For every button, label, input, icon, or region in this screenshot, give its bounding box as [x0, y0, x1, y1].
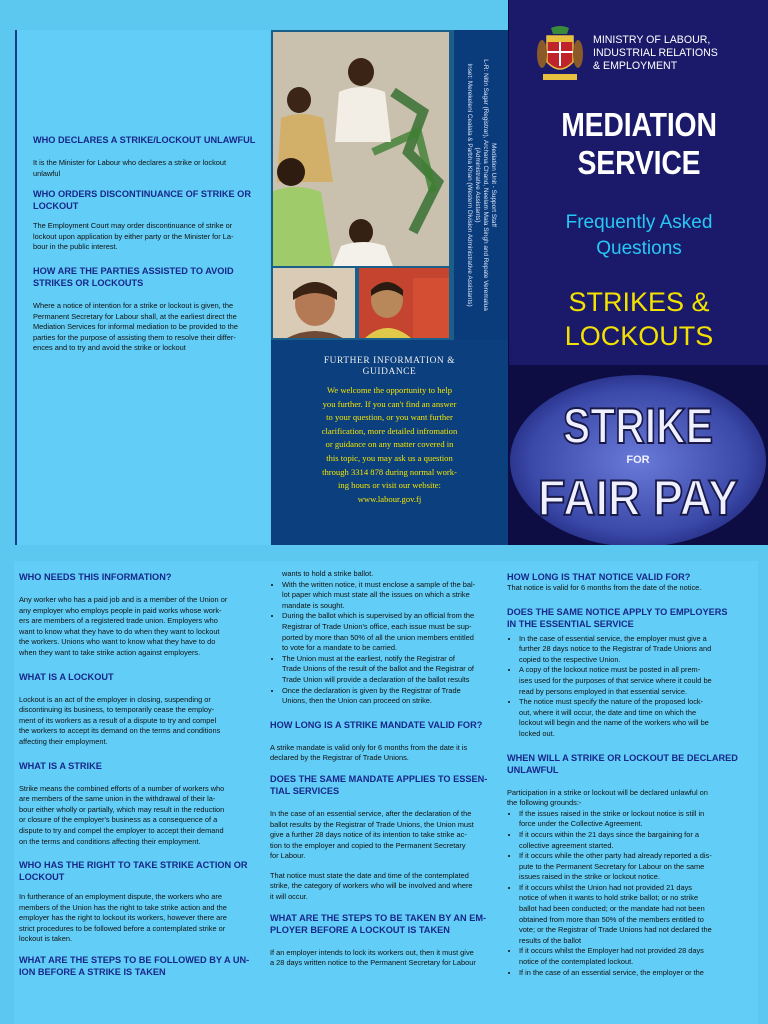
photo-caption	[454, 30, 508, 340]
list-item: • Once the declaration is given by the Registrar of Trade Unions, then the Union can proceed on strike.	[282, 686, 503, 707]
ministry-name: MINISTRY OF LABOUR, INDUSTRIAL RELATIONS & EMPLOYMENT	[593, 34, 718, 72]
list-item: • If the issues raised in the strike or lockout notice is still in force under the Collective Agreement.	[519, 809, 740, 830]
ballot-steps-list	[270, 580, 503, 707]
heading-notice-valid: HOW LONG IS THAT NOTICE VALID FOR?	[507, 572, 691, 582]
text-notice-valid: That notice is valid for 6 months from the date of the notice.	[507, 583, 702, 592]
list-item: • In the case of essential service, the employer must give a further 28 days notice to the Registrar of Trade Unions and copied to the respective Union.	[519, 634, 740, 666]
text-how-assisted: Where a notice of intention for a strike or lockout is given, the Permanent Secretary for Labour shall, at the earliest direct the Mediation Services for informal mediation to be provided to the parties for the purpose of assisting them to resolve their differ- ences and to try and avoid the strike or lockout	[33, 300, 238, 353]
top-left-panel	[15, 30, 270, 548]
inset-photo-left	[273, 268, 355, 338]
cover-subtitle: Frequently Asked Questions	[565, 212, 713, 259]
group-photo	[273, 32, 449, 266]
heading-who-declares: WHO DECLARES A STRIKE/LOCKOUT UNLAWFUL	[33, 135, 256, 145]
heading-union-steps: WHAT ARE THE STEPS TO BE FOLLOWED BY A UN- ION BEFORE A STRIKE IS TAKEN	[19, 955, 250, 978]
heading-essential-notice: DOES THE SAME NOTICE APPLY TO EMPLOYERS IN THE ESSENTIAL SERVICE	[507, 606, 728, 629]
list-item: • If it occurs whilst the Union had not provided 21 days notice of when it wants to hold strike ballot; or no strike ballot had been conducted; or the mandate had not been obtained from more than 50% of the members entitled to vote; or the Registrar of Trade Unions had not declared the results of the ballot	[519, 883, 740, 947]
further-info-body: We welcome the opportunity to help you further. If you can't find an answer to your question, or you want further clarification, more detailed infromation or guidance on any matter covered in this topic, you may ask us a question through 3314 878 during normal work- ing hours or visit our website: www.labour.gov.fj	[289, 384, 490, 506]
list-item: • With the written notice, it must enclose a sample of the bal- lot paper which must state all the issues on which a strike mandate is sought.	[282, 580, 503, 612]
staff-photos	[271, 30, 454, 340]
text-mandate-valid: A strike mandate is valid only for 6 months from the date it is declared by the Registrar of Trade Unions.	[270, 742, 468, 763]
cover-panel	[508, 0, 768, 365]
list-item: • The notice must specify the nature of the proposed lock- out, where it will occur, the date and time on which the lockout will begin and the name of the workers who will be locked out.	[519, 697, 740, 739]
text-what-is-lockout: Lockout is an act of the employer in closing, suspending or discontinuing its business, to temporarily cease the employ- ment of its workers as a result of a dispute to try and compel the workers to accept its demand on the terms and conditions affecting their employment.	[19, 694, 221, 746]
list-item: • During the ballot which is supervised by an official from the Registrar of Trade Union's office, each issue must be sup- ported by more than 50% of all the union members entitled to vote for a mandate to be carried.	[282, 611, 503, 653]
heading-declared-unlawful: WHEN WILL A STRIKE OR LOCKOUT BE DECLARED UNLAWFUL	[507, 752, 738, 775]
heading-who-has-right: WHO HAS THE RIGHT TO TAKE STRIKE ACTION OR LOCKOUT	[19, 860, 248, 883]
list-item: • The Union must at the earliest, notify the Registrar of Trade Unions of the result of the ballot and the Registrar of Trade Union will provide a declaration of the ballot results	[282, 654, 503, 686]
inset-photo-right	[359, 268, 449, 338]
essential-notice-list	[507, 634, 740, 740]
caption-text: Mediation Unit - Support Staff L-R: Nitin Sagar (Registrar), Archana Chand, Neelam Mala Singh and Repate Veremalua (Administrative Assistants) Inset: Merekeleni Cealala & Parbha Khan (Western Division Administrative Assistants)	[466, 59, 497, 311]
top-left-text	[33, 134, 263, 354]
text-continued: wants to hold a strike ballot.	[282, 569, 374, 578]
cover-title: MEDIATION SERVICE	[561, 106, 717, 181]
sign-strike-word: STRIKE	[563, 398, 713, 454]
strike-sign-drawing	[508, 365, 768, 545]
text-who-declares: It is the Minister for Labour who declares a strike or lockout unlawful	[33, 158, 227, 178]
text-who-has-right: In furtherance of an employment dispute, the workers who are members of the Union has the right to take strike action and the employer has the right to lockout its workers, however there are strict procedures to be followed before a contemplated strike or lockout is taken.	[19, 892, 227, 944]
bottom-page	[0, 545, 768, 1024]
text-essential-mandate: In the case of an essential service, after the declaration of the ballot results by the Registrar of Trade Unions, the Union must give a further 28 days notice of its intention to take strike ac- tion to the employer and copied to the Permanent Secretary for Labour.	[270, 808, 474, 861]
list-item: • If it occurs whilst the Employer had not provided 28 days notice of the contemplated lockout.	[519, 946, 740, 967]
website-link[interactable]: www.labour.gov.fj	[357, 493, 422, 504]
list-item: • If in the case of an essential service, the employer or the	[519, 968, 740, 979]
text-employer-steps: If an employer intends to lock its workers out, then it must give a 28 days written notice to the Permanent Secretary for Labour	[270, 947, 476, 968]
text-what-is-strike: Strike means the combined efforts of a number of workers who are members of the same union in the withdrawal of their la- bour either wholly or partially, which may result in the reduction or closure of the employer's business as a consequence of a dispute to try and compel the employer to accept their demand on the terms and conditions affecting their employment.	[19, 783, 225, 846]
text-who-needs: Any worker who has a paid job and is a member of the Union or any employer who employs people in paid works whose work- ers are members of a registered trade union. Employers who want to know what they have to do when they want to lockout the workers. Unions who want to know what they have to do when they want to take strike action against employers.	[19, 595, 228, 657]
group-photo-drawing	[273, 32, 449, 266]
heading-what-is-lockout: WHAT IS A LOCKOUT	[19, 671, 114, 682]
list-item: • If it occurs while the other party had already reported a dis- pute to the Permanent Secretary for Labour on the same issues raised in the strike or lockout notice.	[519, 851, 740, 883]
heading-who-needs: WHO NEEDS THIS INFORMATION?	[19, 572, 172, 582]
text-who-orders: The Employment Court may order discontinuance of strike or lockout upon application by either party or the Minister for La- bour in the public interest.	[33, 221, 234, 252]
strike-sign-image	[508, 365, 768, 545]
sign-for-word: FOR	[626, 454, 650, 466]
text-unlawful-grounds: Participation in a strike or lockout will be declared unlawful on the following grounds:-	[507, 787, 708, 808]
coat-of-arms-icon	[537, 26, 583, 82]
column-3	[507, 571, 740, 978]
text-notice-contents: That notice must state the date and time of the contemplated strike, the category of workers who will be involved and where it will occur.	[270, 870, 473, 902]
list-item: • If it occurs within the 21 days since the bargaining for a collective agreement started.	[519, 830, 740, 851]
heading-how-assisted: HOW ARE THE PARTIES ASSISTED TO AVOID STRIKES OR LOCKOUTS	[33, 265, 234, 288]
heading-what-is-strike: WHAT IS A STRIKE	[19, 760, 102, 771]
cover-topic: STRIKES & LOCKOUTS	[564, 287, 714, 351]
heading-essential-mandate: DOES THE SAME MANDATE APPLIES TO ESSEN- TIAL SERVICES	[270, 773, 488, 796]
heading-employer-steps: WHAT ARE THE STEPS TO BE TAKEN BY AN EM- PLOYER BEFORE A LOCKOUT IS TAKEN	[270, 912, 487, 935]
heading-mandate-valid: HOW LONG IS A STRIKE MANDATE VALID FOR?	[270, 719, 483, 730]
column-2	[270, 569, 503, 969]
further-info-heading: FURTHER INFORMATION & GUIDANCE	[323, 356, 456, 377]
sign-fairpay-word: FAIR PAY	[538, 470, 738, 526]
bottom-panel	[14, 561, 758, 1024]
further-information	[271, 340, 508, 545]
column-1	[19, 571, 252, 978]
heading-who-orders: WHO ORDERS DISCONTINUANCE OF STRIKE OR LOCKOUT	[33, 189, 251, 212]
unlawful-grounds-list	[507, 809, 740, 979]
list-item: • A copy of the lockout notice must be posted in all prem- ises used for the purposes of that service where it could be read by persons employed in that essential service.	[519, 665, 740, 697]
